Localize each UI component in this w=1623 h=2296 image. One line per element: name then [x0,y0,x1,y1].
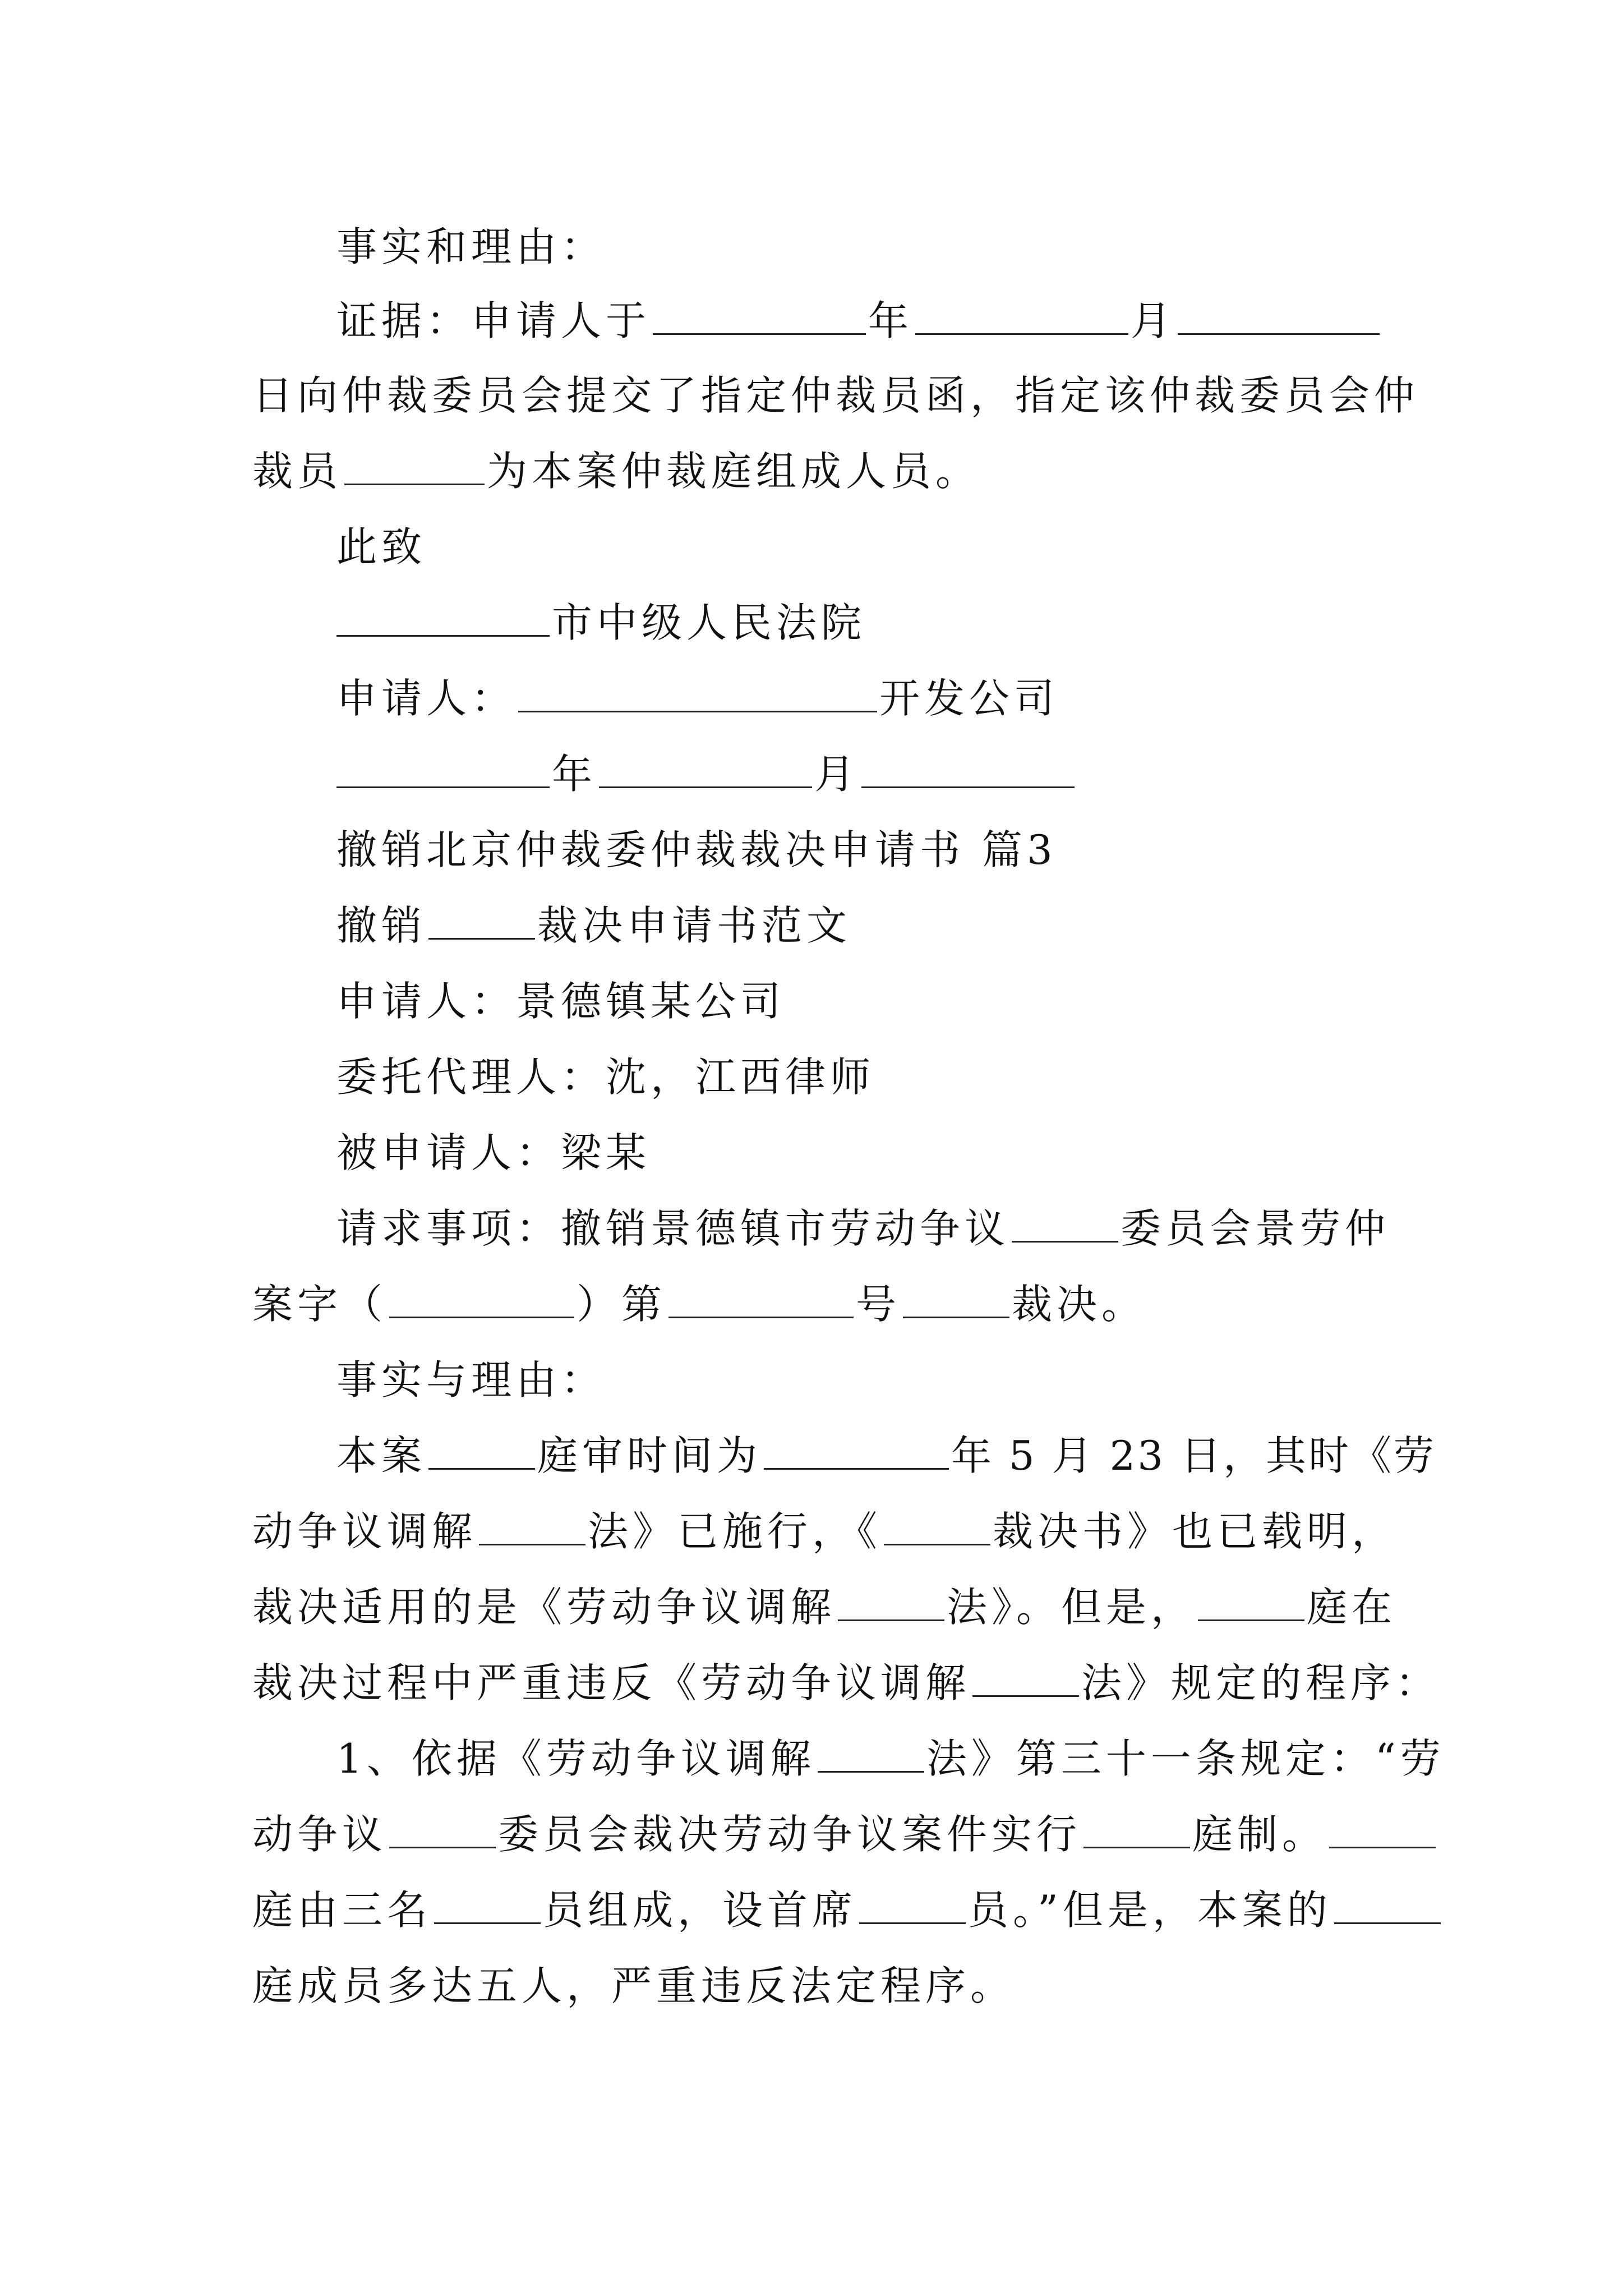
blank [1334,1888,1441,1924]
blank-company [518,676,877,712]
point-1-line-2 [0,1801,1623,1868]
text: 事实和理由： [336,223,606,270]
text: 裁决过程中严重违反《劳动争议调解 [252,1659,971,1706]
text: 撤销北京仲裁委仲裁裁决申请书 篇3 [336,826,1057,873]
applicant-signature [0,665,1623,732]
salutation [0,513,1623,581]
text: 庭成员多达五人，严重违反法定程序。 [252,1962,1016,2009]
blank [859,1888,966,1924]
blank [434,1888,541,1924]
blank [818,1736,924,1773]
text: 年 [552,751,597,798]
blank-arbitrator [344,449,485,485]
blank-year [389,1282,574,1318]
text: 1、依据《劳动争议调解 [336,1735,815,1782]
blank-day [1178,298,1380,335]
text: 本案 [336,1432,427,1479]
text: 号 [856,1281,901,1328]
text: 证据：申请人于 [336,297,651,344]
text: 庭审时间为 [537,1432,762,1479]
blank-day [861,752,1075,788]
evidence-line-3 [0,438,1623,505]
blank [972,1660,1079,1697]
request-line-1 [0,1195,1623,1262]
blank-city [336,600,550,637]
text: 年 [868,297,914,344]
applicant-line [0,968,1623,1035]
doc-title [0,892,1623,959]
text: 法》已施行，《 [588,1508,882,1555]
text: 裁决申请书范文 [537,902,852,949]
text: 开发公司 [879,675,1059,722]
blank [1083,1812,1190,1848]
blank [1198,1585,1304,1621]
facts-line-3 [0,1573,1623,1641]
facts-heading-1 [0,213,1623,280]
evidence-line-1 [0,287,1623,355]
agent-line [0,1043,1623,1111]
blank [1329,1812,1436,1848]
blank [479,1509,585,1545]
text: 日向仲裁委员会提交了指定仲裁员函，指定该仲裁委员会仲 [252,372,1419,419]
text: 法》规定的程序： [1081,1659,1441,1706]
point-1-line-1 [0,1725,1623,1792]
text: 员。”但是，本案的 [968,1887,1332,1934]
blank [389,1812,496,1848]
text: 动争议 [252,1811,388,1858]
text: 裁员 [252,448,343,495]
text: 此致 [336,523,427,570]
respondent-line [0,1119,1623,1186]
text: 庭由三名 [252,1887,432,1934]
blank [884,1509,990,1545]
text: 员组成，设首席 [543,1887,857,1934]
text: 法》。但是， [947,1584,1196,1631]
blank-month [599,752,812,788]
facts-line-2 [0,1498,1623,1565]
blank [428,1433,535,1470]
point-1-line-3 [0,1876,1623,1944]
date-line [0,740,1623,808]
text: 庭在 [1307,1584,1397,1631]
blank [428,903,535,940]
text: 委员会裁决劳动争议案件实行 [498,1811,1082,1858]
text: 委员会景劳仲 [1121,1205,1390,1252]
blank-month [915,298,1128,335]
court-line [0,589,1623,656]
text: 月 [1131,297,1176,344]
text: 裁决。 [1012,1281,1147,1328]
text: 被申请人：梁某 [336,1129,651,1176]
blank [903,1282,1009,1318]
text: 庭制。 [1192,1811,1327,1858]
text: 请求事项：撤销景德镇市劳动争议 [336,1205,1010,1252]
facts-line-1 [0,1422,1623,1489]
text: 撤销 [336,902,427,949]
evidence-line-2 [0,362,1623,429]
section-title [0,816,1623,884]
blank [838,1585,944,1621]
text: ）第 [577,1281,667,1328]
blank-number [668,1282,854,1318]
text: 为本案仲裁庭组成人员。 [487,448,981,495]
text: 申请人：景德镇某公司 [336,978,786,1025]
text: 动争议调解 [252,1508,477,1555]
text: 委托代理人：沈，江西律师 [336,1053,875,1101]
point-1-line-4 [0,1952,1623,2019]
blank-year [336,752,550,788]
text: 市中级人民法院 [552,599,866,646]
facts-heading-2 [0,1346,1623,1414]
text: 申请人： [336,675,517,722]
facts-line-4 [0,1649,1623,1717]
request-line-2 [0,1271,1623,1338]
blank [1012,1206,1118,1243]
blank-year [764,1433,949,1470]
text: 裁决书》也已载明， [993,1508,1397,1555]
blank-year [653,298,866,335]
text: 法》第三十一条规定：“劳 [926,1735,1445,1782]
text: 事实与理由： [336,1356,606,1404]
text: 案字（ [252,1281,388,1328]
text: 年 5 月 23 日，其时《劳 [951,1432,1437,1479]
text: 月 [814,751,860,798]
text: 裁决适用的是《劳动争议调解 [252,1584,836,1631]
